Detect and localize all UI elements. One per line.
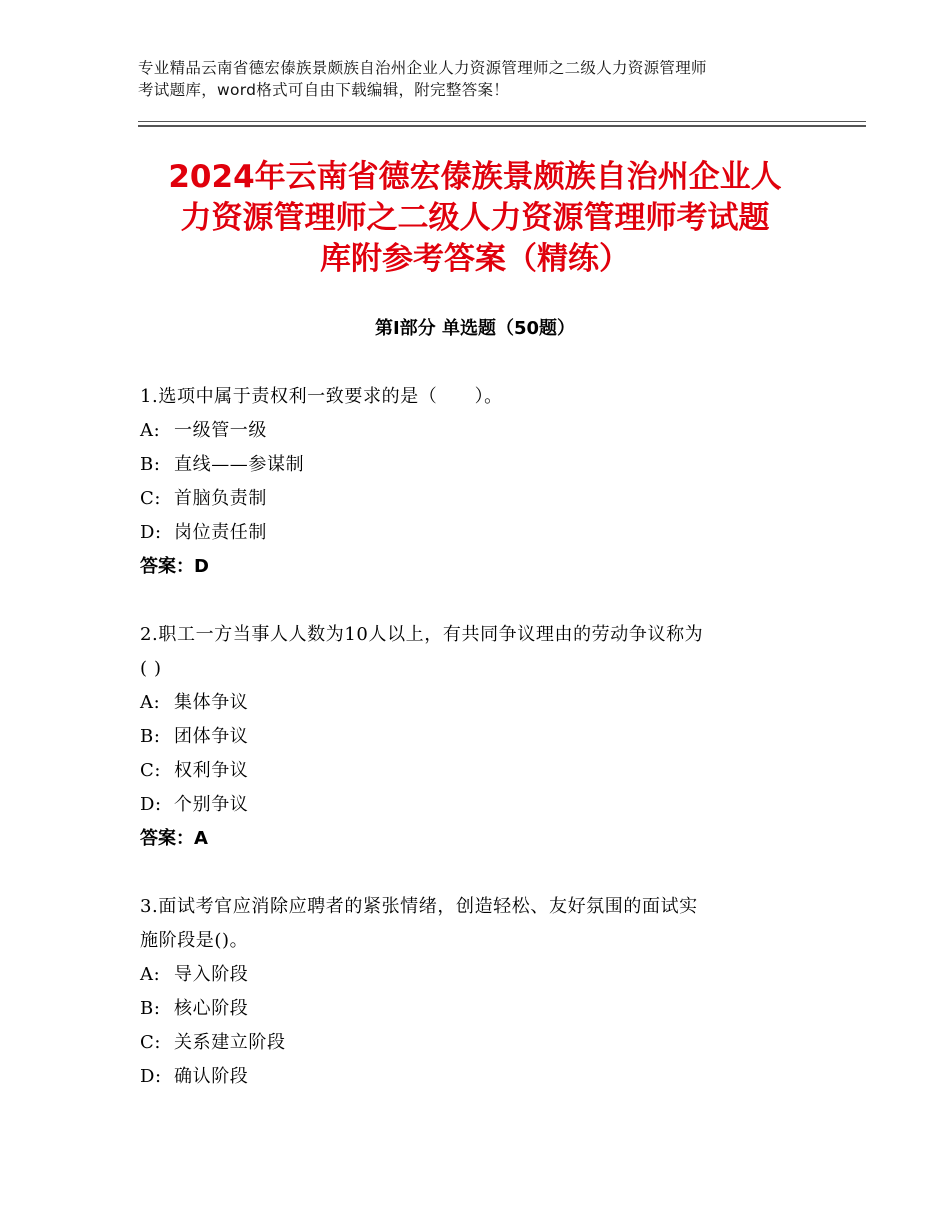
question-text-continued: 施阶段是()。 [140, 930, 249, 951]
document-title-line2: 力资源管理师之二级人力资源管理师考试题 [180, 200, 770, 236]
answer-line: 答案：A [140, 828, 208, 849]
option-text: 导入阶段 [174, 964, 249, 985]
document-title-line1: 2024年云南省德宏傣族景颇族自治州企业人 [168, 159, 782, 195]
option-a [140, 958, 820, 992]
option-letter: C: [140, 488, 162, 509]
document-title [130, 157, 820, 280]
option-letter: C: [140, 760, 162, 781]
option-text: 关系建立阶段 [174, 1032, 286, 1053]
option-d [140, 1060, 820, 1094]
option-text: 首脑负责制 [174, 488, 267, 509]
answer-line: 答案：D [140, 556, 209, 577]
header-note-line2: 考试题库，word格式可自由下载编辑，附完整答案！ [138, 81, 510, 99]
option-b [140, 448, 820, 482]
option-letter: A: [140, 420, 161, 441]
option-text: 个别争议 [174, 794, 249, 815]
option-letter: B: [140, 454, 161, 475]
option-d [140, 788, 820, 822]
option-text: 权利争议 [174, 760, 249, 781]
option-text: 一级管一级 [174, 420, 267, 441]
header-note-line1: 专业精品云南省德宏傣族景颇族自治州企业人力资源管理师之二级人力资源管理师 [138, 59, 707, 77]
option-letter: A: [140, 964, 161, 985]
option-a [140, 414, 820, 448]
option-c [140, 1026, 820, 1060]
question-text: 2.职工一方当事人人数为10人以上，有共同争议理由的劳动争议称为 [140, 624, 704, 645]
section-heading: 第Ⅰ部分 单选题（50题） [374, 318, 575, 339]
header-note [138, 57, 828, 101]
question-2 [140, 618, 820, 856]
option-letter: D: [140, 522, 162, 543]
question-text: 1.选项中属于责权利一致要求的是（ ）。 [140, 386, 503, 407]
option-c [140, 482, 820, 516]
option-letter: B: [140, 998, 161, 1019]
question-text-continued: ( ) [140, 658, 162, 679]
option-text: 直线——参谋制 [174, 454, 305, 475]
option-a [140, 686, 820, 720]
option-letter: A: [140, 692, 161, 713]
option-b [140, 720, 820, 754]
option-d [140, 516, 820, 550]
option-letter: C: [140, 1032, 162, 1053]
option-c [140, 754, 820, 788]
question-3 [140, 890, 820, 1094]
option-text: 集体争议 [174, 692, 249, 713]
option-letter: D: [140, 794, 162, 815]
option-text: 核心阶段 [174, 998, 249, 1019]
option-text: 岗位责任制 [174, 522, 267, 543]
option-b [140, 992, 820, 1026]
header-divider-thin [138, 121, 866, 122]
option-text: 团体争议 [174, 726, 249, 747]
option-letter: D: [140, 1066, 162, 1087]
option-text: 确认阶段 [174, 1066, 249, 1087]
question-text: 3.面试考官应消除应聘者的紧张情绪，创造轻松、友好氛围的面试实 [140, 896, 698, 917]
option-letter: B: [140, 726, 161, 747]
header-divider-thick [138, 125, 866, 127]
document-title-line3: 库附参考答案（精练） [320, 241, 630, 277]
question-1 [140, 380, 820, 584]
